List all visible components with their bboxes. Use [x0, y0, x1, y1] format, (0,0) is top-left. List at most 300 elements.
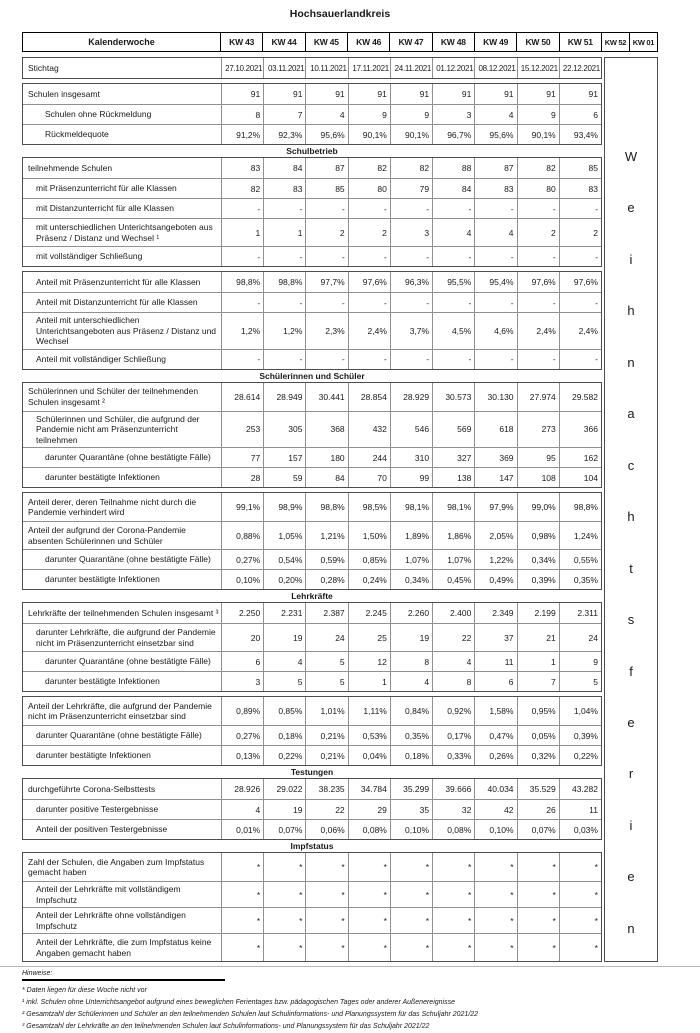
- value-cell: 0,18%: [390, 746, 432, 765]
- table-block: [22, 602, 602, 692]
- value-cell: *: [474, 882, 516, 907]
- value-cell: 4: [263, 652, 305, 671]
- value-cell: 4,5%: [432, 313, 474, 349]
- row-label: darunter positive Testergebnisse: [36, 804, 159, 815]
- value-cell: 3: [221, 672, 263, 691]
- column-header-week: KW 43: [221, 32, 263, 52]
- value-cell: 0,55%: [559, 550, 601, 569]
- value-cell: *: [263, 908, 305, 933]
- value-cell: 3,7%: [390, 313, 432, 349]
- value-cell: 9: [559, 652, 601, 671]
- row-label: Rückmeldequote: [45, 129, 109, 140]
- value-cell: *: [559, 908, 601, 933]
- row-label: Anteil mit Präsenzunterricht für alle Klassen: [36, 276, 201, 287]
- vertical-letter: t: [629, 560, 633, 576]
- value-cell: 97,6%: [517, 272, 559, 292]
- value-cell: -: [221, 350, 263, 369]
- value-cell: 19: [390, 624, 432, 651]
- value-cell: 6: [474, 672, 516, 691]
- value-cell: 0,95%: [517, 697, 559, 725]
- value-cell: *: [305, 853, 347, 881]
- table-block: [22, 382, 602, 489]
- row-label: Stichtag: [28, 62, 59, 73]
- value-cell: 0,10%: [474, 820, 516, 839]
- row-label: Schülerinnen und Schüler der teilnehmenden Schulen insgesamt ²: [28, 386, 199, 407]
- value-cell: -: [559, 350, 601, 369]
- value-cell: 0,18%: [263, 726, 305, 745]
- value-cell: 5: [263, 672, 305, 691]
- value-cell: *: [305, 882, 347, 907]
- value-cell: -: [390, 293, 432, 312]
- value-cell: 3: [432, 105, 474, 124]
- value-cell: 7: [517, 672, 559, 691]
- vertical-letter: h: [627, 509, 635, 525]
- value-cell: 0,03%: [559, 820, 601, 839]
- value-cell: 4: [390, 672, 432, 691]
- value-cell: -: [263, 247, 305, 266]
- value-cell: 84: [432, 179, 474, 198]
- value-cell: 162: [559, 448, 601, 467]
- value-cell: 84: [263, 158, 305, 178]
- value-cell: 2.311: [559, 603, 601, 623]
- table-row: [23, 549, 601, 569]
- value-cell: 92,3%: [263, 125, 305, 144]
- table-row: [23, 651, 601, 671]
- value-cell: 2.349: [474, 603, 516, 623]
- column-header-week: KW 46: [348, 32, 390, 52]
- value-cell: 7: [263, 105, 305, 124]
- value-cell: -: [432, 293, 474, 312]
- table-row: [23, 933, 601, 961]
- value-cell: -: [474, 247, 516, 266]
- value-cell: *: [263, 934, 305, 961]
- table-row: [23, 623, 601, 651]
- row-label: Anteil der Lehrkräfte ohne vollständigen Impfschutz: [36, 910, 186, 931]
- vertical-letter: e: [627, 200, 635, 216]
- value-cell: 2.400: [432, 603, 474, 623]
- value-cell: 28.854: [348, 383, 390, 411]
- value-cell: 368: [305, 412, 347, 448]
- value-cell: 97,6%: [348, 272, 390, 292]
- value-cell: 91: [390, 84, 432, 104]
- value-cell: -: [221, 293, 263, 312]
- value-cell: 5: [559, 672, 601, 691]
- table-block: [22, 57, 602, 79]
- value-cell: 0,20%: [263, 570, 305, 589]
- value-cell: 2.250: [221, 603, 263, 623]
- value-cell: 79: [390, 179, 432, 198]
- table-row: [23, 411, 601, 448]
- value-cell: 0,89%: [221, 697, 263, 725]
- value-cell: 26: [517, 800, 559, 819]
- value-cell: 0,84%: [390, 697, 432, 725]
- value-cell: 82: [348, 158, 390, 178]
- value-cell: 138: [432, 468, 474, 487]
- table-row: [23, 178, 601, 198]
- value-cell: 99,1%: [221, 493, 263, 521]
- vertical-letter: c: [627, 457, 635, 473]
- value-cell: 91: [263, 84, 305, 104]
- value-cell: 305: [263, 412, 305, 448]
- value-cell: 369: [474, 448, 516, 467]
- value-cell: -: [559, 247, 601, 266]
- value-cell: 2.231: [263, 603, 305, 623]
- vertical-letter: f: [629, 663, 633, 679]
- table-row: [23, 58, 601, 78]
- value-cell: 91: [221, 84, 263, 104]
- value-cell: 32: [432, 800, 474, 819]
- value-cell: 1,11%: [348, 697, 390, 725]
- row-label: darunter Quarantäne (ohne bestätigte Fälle): [36, 730, 202, 741]
- value-cell: 2.260: [390, 603, 432, 623]
- value-cell: 97,7%: [305, 272, 347, 292]
- value-cell: 8: [432, 672, 474, 691]
- value-cell: 01.12.2021: [432, 58, 474, 78]
- value-cell: 87: [305, 158, 347, 178]
- table-row: [23, 198, 601, 218]
- value-cell: *: [559, 853, 601, 881]
- value-cell: 147: [474, 468, 516, 487]
- vertical-letter: e: [627, 714, 635, 730]
- column-header-week: KW 48: [433, 32, 475, 52]
- value-cell: 0,59%: [305, 550, 347, 569]
- value-cell: *: [390, 853, 432, 881]
- row-label: Lehrkräfte der teilnehmenden Schulen insgesamt ³: [28, 607, 219, 618]
- value-cell: *: [221, 882, 263, 907]
- footnote: ² Gesamtzahl der Schülerinnen und Schüler an den teilnehmenden Schulen laut Schulinformations- und Planungssystem für das Schuljahr 2021/22: [22, 1011, 479, 1018]
- value-cell: 35.529: [517, 779, 559, 799]
- value-cell: 84: [305, 468, 347, 487]
- page-divider: [0, 966, 700, 967]
- value-cell: 21: [517, 624, 559, 651]
- value-cell: 1: [263, 219, 305, 246]
- value-cell: -: [348, 350, 390, 369]
- value-cell: 19: [263, 800, 305, 819]
- value-cell: 1,24%: [559, 522, 601, 549]
- table-body: [22, 57, 658, 962]
- row-label: Anteil mit unterschiedlichen Unterichtsangeboten aus Präsenz / Distanz und Wechsel: [36, 315, 217, 346]
- value-cell: 2,4%: [559, 313, 601, 349]
- value-cell: 0,22%: [559, 746, 601, 765]
- value-cell: 83: [221, 158, 263, 178]
- row-label: Schülerinnen und Schüler, die aufgrund der Pandemie nicht am Präsenzunterricht teilnehmen: [36, 413, 200, 445]
- table-block: [22, 778, 602, 840]
- value-cell: 2,4%: [348, 313, 390, 349]
- value-cell: *: [305, 934, 347, 961]
- value-cell: 8: [390, 652, 432, 671]
- section-header: Schülerinnen und Schüler: [259, 370, 365, 381]
- vertical-letter: r: [628, 766, 634, 782]
- value-cell: 4: [474, 219, 516, 246]
- value-cell: 273: [517, 412, 559, 448]
- value-cell: 17.11.2021: [348, 58, 390, 78]
- footnotes-heading: Hinweise:: [22, 970, 225, 981]
- section-header: Impfstatus: [290, 841, 334, 851]
- value-cell: -: [390, 199, 432, 218]
- value-cell: 22.12.2021: [559, 58, 601, 78]
- value-cell: *: [474, 934, 516, 961]
- value-cell: 0,07%: [517, 820, 559, 839]
- table-row: [23, 246, 601, 266]
- value-cell: -: [348, 247, 390, 266]
- value-cell: 77: [221, 448, 263, 467]
- value-cell: 0,45%: [432, 570, 474, 589]
- row-label: darunter bestätigte Infektionen: [45, 676, 160, 687]
- value-cell: 108: [517, 468, 559, 487]
- value-cell: 10.11.2021: [305, 58, 347, 78]
- value-cell: 0,13%: [221, 746, 263, 765]
- value-cell: 22: [432, 624, 474, 651]
- value-cell: 6: [559, 105, 601, 124]
- vertical-letter: a: [627, 406, 635, 422]
- row-label: darunter Lehrkräfte, die aufgrund der Pandemie nicht im Präsenzunterricht einsetzbar sind: [36, 627, 216, 648]
- value-cell: 28.929: [390, 383, 432, 411]
- row-label: darunter Quarantäne (ohne bestätigte Fälle): [45, 656, 211, 667]
- value-cell: *: [348, 908, 390, 933]
- value-cell: 11: [474, 652, 516, 671]
- value-cell: -: [390, 247, 432, 266]
- value-cell: 0,21%: [305, 726, 347, 745]
- value-cell: 2,05%: [474, 522, 516, 549]
- value-cell: 0,47%: [474, 726, 516, 745]
- value-cell: 82: [221, 179, 263, 198]
- row-label: mit vollständiger Schließung: [36, 251, 143, 262]
- value-cell: -: [474, 293, 516, 312]
- table-block: [22, 271, 602, 370]
- row-label: darunter bestätigte Infektionen: [36, 750, 151, 761]
- value-cell: 29.582: [559, 383, 601, 411]
- value-cell: 0,01%: [221, 820, 263, 839]
- value-cell: 96,7%: [432, 125, 474, 144]
- table-row: [23, 349, 601, 369]
- value-cell: 29: [348, 800, 390, 819]
- value-cell: 93,4%: [559, 125, 601, 144]
- value-cell: 618: [474, 412, 516, 448]
- value-cell: 11: [559, 800, 601, 819]
- value-cell: -: [348, 199, 390, 218]
- value-cell: -: [559, 199, 601, 218]
- column-header-kalenderwoche: Kalenderwoche: [22, 32, 221, 52]
- value-cell: 90,1%: [517, 125, 559, 144]
- value-cell: 1,22%: [474, 550, 516, 569]
- value-cell: 0,22%: [263, 746, 305, 765]
- value-cell: 0,07%: [263, 820, 305, 839]
- value-cell: -: [432, 247, 474, 266]
- value-cell: 0,10%: [221, 570, 263, 589]
- value-cell: 327: [432, 448, 474, 467]
- column-header-holiday-week: KW 52: [602, 32, 630, 52]
- value-cell: *: [305, 908, 347, 933]
- vertical-letter: h: [627, 303, 635, 319]
- value-cell: 28.926: [221, 779, 263, 799]
- table-row: [23, 292, 601, 312]
- value-cell: 0,24%: [348, 570, 390, 589]
- value-cell: 90,1%: [348, 125, 390, 144]
- value-cell: 37: [474, 624, 516, 651]
- value-cell: 29.022: [263, 779, 305, 799]
- value-cell: 87: [474, 158, 516, 178]
- table-row: [23, 218, 601, 246]
- value-cell: -: [221, 247, 263, 266]
- value-cell: 0,28%: [305, 570, 347, 589]
- value-cell: 2.387: [305, 603, 347, 623]
- table-main-columns: [22, 57, 602, 962]
- value-cell: 1,05%: [263, 522, 305, 549]
- value-cell: -: [390, 350, 432, 369]
- page-title: Hochsauerlandkreis: [289, 8, 391, 20]
- value-cell: 1: [517, 652, 559, 671]
- table-header-row: [22, 32, 658, 52]
- table-row: [23, 881, 601, 907]
- column-header-week: KW 47: [390, 32, 432, 52]
- value-cell: 0,17%: [432, 726, 474, 745]
- value-cell: 0,92%: [432, 697, 474, 725]
- value-cell: 98,9%: [263, 493, 305, 521]
- value-cell: 5: [305, 652, 347, 671]
- value-cell: 95,4%: [474, 272, 516, 292]
- value-cell: *: [474, 853, 516, 881]
- value-cell: 0,08%: [432, 820, 474, 839]
- value-cell: 91: [305, 84, 347, 104]
- value-cell: 20: [221, 624, 263, 651]
- row-label: Anteil derer, deren Teilnahme nicht durch die Pandemie verhindert wird: [28, 496, 197, 517]
- value-cell: -: [517, 199, 559, 218]
- value-cell: 432: [348, 412, 390, 448]
- table-row: [23, 104, 601, 124]
- value-cell: 91: [517, 84, 559, 104]
- value-cell: 91,2%: [221, 125, 263, 144]
- vertical-letter: n: [627, 920, 635, 936]
- column-header-holiday-week: KW 01: [630, 32, 658, 52]
- table-row: [23, 493, 601, 521]
- table-row: [23, 312, 601, 349]
- value-cell: 91: [432, 84, 474, 104]
- table-row: [23, 158, 601, 178]
- row-label: Anteil mit vollständiger Schließung: [36, 353, 166, 364]
- table-row: [23, 447, 601, 467]
- table-row: [23, 779, 601, 799]
- value-cell: 2,4%: [517, 313, 559, 349]
- value-cell: 70: [348, 468, 390, 487]
- value-cell: *: [517, 908, 559, 933]
- value-cell: -: [517, 293, 559, 312]
- value-cell: 4,6%: [474, 313, 516, 349]
- value-cell: 2: [305, 219, 347, 246]
- value-cell: *: [517, 934, 559, 961]
- value-cell: 30.573: [432, 383, 474, 411]
- row-label: Zahl der Schulen, die Angaben zum Impfstatus gemacht haben: [28, 856, 205, 877]
- value-cell: 98,1%: [432, 493, 474, 521]
- value-cell: 96,3%: [390, 272, 432, 292]
- value-cell: 8: [221, 105, 263, 124]
- column-header-week: KW 51: [560, 32, 602, 52]
- value-cell: 85: [305, 179, 347, 198]
- table-row: [23, 467, 601, 487]
- table-block: [22, 696, 602, 766]
- column-header-week: KW 44: [263, 32, 305, 52]
- table-block: [22, 852, 602, 962]
- value-cell: 24: [559, 624, 601, 651]
- value-cell: *: [517, 853, 559, 881]
- value-cell: 4: [474, 105, 516, 124]
- value-cell: 1,2%: [221, 313, 263, 349]
- value-cell: 1,04%: [559, 697, 601, 725]
- value-cell: 24: [305, 624, 347, 651]
- row-label: Anteil der Lehrkräfte, die zum Impfstatus keine Angaben gemacht haben: [36, 937, 212, 958]
- row-label: Schulen ohne Rückmeldung: [45, 109, 152, 120]
- value-cell: 4: [305, 105, 347, 124]
- value-cell: 28: [221, 468, 263, 487]
- row-label: mit Präsenzunterricht für alle Klassen: [36, 183, 177, 194]
- value-cell: *: [348, 853, 390, 881]
- value-cell: 0,21%: [305, 746, 347, 765]
- value-cell: *: [390, 908, 432, 933]
- value-cell: 0,05%: [517, 726, 559, 745]
- value-cell: *: [390, 882, 432, 907]
- value-cell: 1,07%: [432, 550, 474, 569]
- value-cell: 253: [221, 412, 263, 448]
- value-cell: 28.614: [221, 383, 263, 411]
- value-cell: 12: [348, 652, 390, 671]
- value-cell: *: [559, 882, 601, 907]
- value-cell: 0,35%: [559, 570, 601, 589]
- value-cell: 98,8%: [305, 493, 347, 521]
- value-cell: *: [517, 882, 559, 907]
- row-label: mit unterschiedlichen Unterichtsangeboten aus Präsenz / Distanz und Wechsel ¹: [36, 222, 213, 243]
- value-cell: 99,0%: [517, 493, 559, 521]
- row-label: darunter Quarantäne (ohne bestätigte Fälle): [45, 554, 211, 565]
- value-cell: 0,53%: [348, 726, 390, 745]
- value-cell: 27.10.2021: [221, 58, 263, 78]
- table-row: [23, 697, 601, 725]
- value-cell: 2: [348, 219, 390, 246]
- value-cell: 91: [348, 84, 390, 104]
- value-cell: 0,32%: [517, 746, 559, 765]
- value-cell: *: [432, 934, 474, 961]
- value-cell: *: [263, 882, 305, 907]
- value-cell: 15.12.2021: [517, 58, 559, 78]
- value-cell: 5: [305, 672, 347, 691]
- value-cell: 1,21%: [305, 522, 347, 549]
- value-cell: 08.12.2021: [474, 58, 516, 78]
- column-header-week: KW 45: [306, 32, 348, 52]
- value-cell: *: [432, 908, 474, 933]
- value-cell: 24.11.2021: [390, 58, 432, 78]
- value-cell: 9: [348, 105, 390, 124]
- value-cell: -: [432, 350, 474, 369]
- value-cell: 0,85%: [348, 550, 390, 569]
- value-cell: 4: [432, 219, 474, 246]
- value-cell: 6: [221, 652, 263, 671]
- value-cell: -: [517, 247, 559, 266]
- section-header: Testungen: [290, 767, 334, 777]
- row-label: Anteil der Lehrkräfte, die aufgrund der Pandemie nicht im Präsenzunterricht einsetzbar sind: [28, 700, 212, 721]
- value-cell: 22: [305, 800, 347, 819]
- row-label: Anteil der positiven Testergebnisse: [36, 824, 168, 835]
- value-cell: 310: [390, 448, 432, 467]
- value-cell: 0,34%: [390, 570, 432, 589]
- value-cell: 03.11.2021: [263, 58, 305, 78]
- value-cell: 28.949: [263, 383, 305, 411]
- value-cell: -: [305, 247, 347, 266]
- value-cell: 2: [517, 219, 559, 246]
- vertical-letter: i: [629, 817, 633, 833]
- value-cell: 546: [390, 412, 432, 448]
- value-cell: 0,26%: [474, 746, 516, 765]
- table-row: [23, 569, 601, 589]
- row-label: teilnehmende Schulen: [28, 162, 113, 173]
- value-cell: 98,5%: [348, 493, 390, 521]
